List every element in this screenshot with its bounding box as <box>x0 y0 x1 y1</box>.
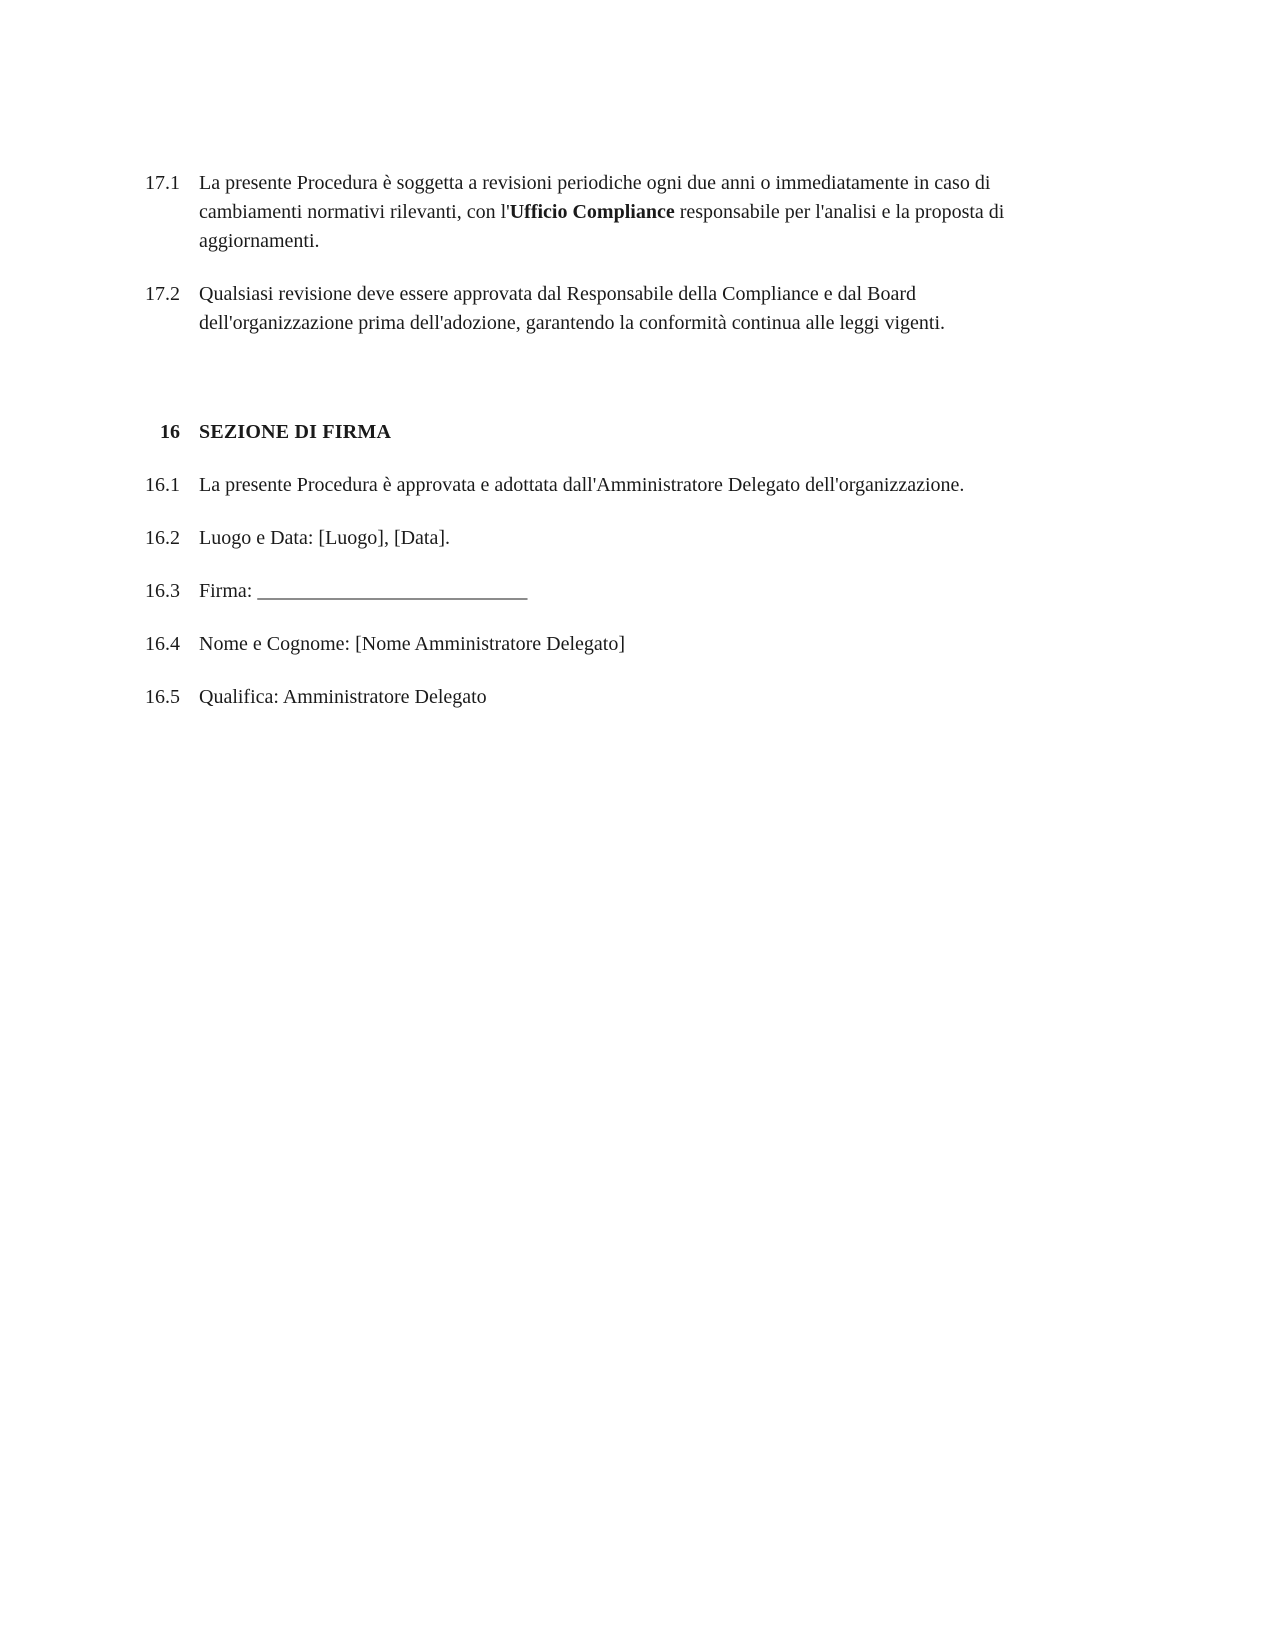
clause-number: 17.1 <box>145 172 180 194</box>
section-heading <box>130 418 1059 447</box>
clause-text <box>199 169 1059 256</box>
signature-blank-line: ___________________________ <box>257 580 528 602</box>
clause-17-1 <box>130 169 1059 256</box>
clause-number: 16.1 <box>145 474 180 496</box>
clause-text: Qualsiasi revisione deve essere approvata dal Responsabile della Compliance e dal Board dell'organizzazione prima dell'adozione, garantendo la conformità continua alle leggi vigenti. <box>199 283 945 334</box>
clause-16-2 <box>130 524 1059 553</box>
clause-text-segment: responsabile per l'analisi e la proposta di aggiornamenti. <box>199 201 1005 252</box>
document-content <box>130 169 1059 712</box>
clause-number: 17.2 <box>145 283 180 305</box>
clause-text: Nome e Cognome: [Nome Amministratore Delegato] <box>199 633 626 655</box>
signature-label: Firma: <box>199 580 258 602</box>
clause-text-segment: La presente Procedura è soggetta a revisioni periodiche ogni due anni o immediatamente in caso di cambiamenti normativi rilevanti, con l' <box>199 172 991 223</box>
clause-16-3 <box>130 577 1059 606</box>
section-heading-title: SEZIONE DI FIRMA <box>199 421 392 443</box>
clause-text-bold-segment: Ufficio Compliance <box>509 201 675 223</box>
clause-number: 16.4 <box>145 633 180 655</box>
clause-16-5 <box>130 683 1059 712</box>
clause-16-1 <box>130 471 1059 500</box>
clause-16-4 <box>130 630 1059 659</box>
clause-text: La presente Procedura è approvata e adottata dall'Amministratore Delegato dell'organizzazione. <box>199 474 965 496</box>
clause-number: 16.3 <box>145 580 180 602</box>
clause-text: Luogo e Data: [Luogo], [Data]. <box>199 527 451 549</box>
clause-number: 16.5 <box>145 686 180 708</box>
clause-17-2 <box>130 280 1059 338</box>
clause-number: 16.2 <box>145 527 180 549</box>
section-heading-number: 16 <box>160 421 180 443</box>
clause-text: Qualifica: Amministratore Delegato <box>199 686 487 708</box>
clause-text <box>199 577 527 606</box>
